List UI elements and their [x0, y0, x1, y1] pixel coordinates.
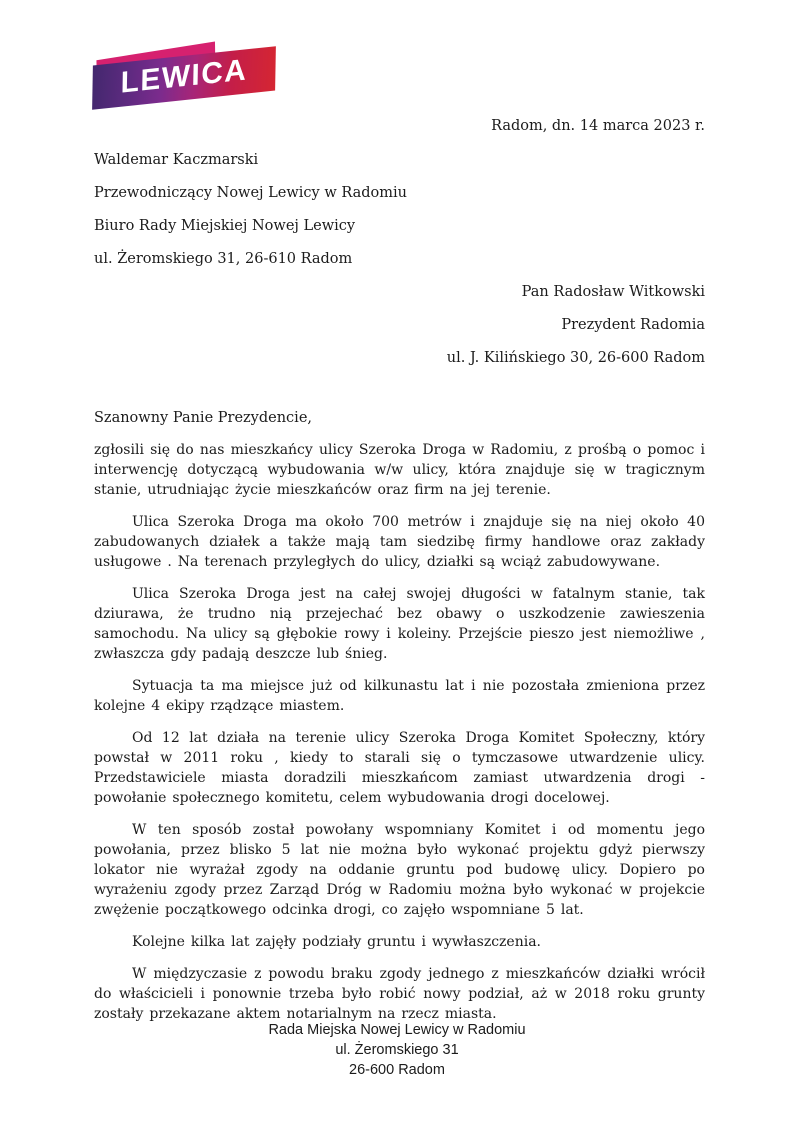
- footer-block: [0, 1020, 794, 1080]
- footer-city: 26-600 Radom: [349, 1062, 445, 1078]
- paragraph-5: Od 12 lat działa na terenie ulicy Szeroka Droga Komitet Społeczny, który powstał w 2011 roku , kiedy to starali się o tymczasowe utwardzenie ulicy. Przedstawiciele miasta doradzili mieszkańcom zamiast utwardzenia drogi - powołanie społecznego komitetu, celem wybudowania drogi docelowej.: [94, 730, 705, 806]
- paragraph-2: Ulica Szeroka Droga ma około 700 metrów i znajduje się na niej około 40 zabudowanych działek a także mają tam siedzibę firmy handlowe oraz zakłady usługowe . Na terenach przyległych do ulicy, działki są wciąż zabudowywane.: [94, 514, 705, 570]
- paragraph-6: W ten sposób został powołany wspomniany Komitet i od momentu jego powołania, przez blisko 5 lat nie można było wykonać projektu gdyż pierwszy lokator nie wyrażał zgody na oddanie gruntu pod budowę ulicy. Dopiero po wyrażeniu zgody przez Zarząd Dróg w Radomiu można było wykonać w projekcie zwężenie początkowego odcinka drogi, co zajęło wspomniane 5 lat.: [94, 822, 705, 918]
- sender-office: Biuro Rady Miejskiej Nowej Lewicy: [94, 218, 356, 234]
- sender-block: [94, 150, 705, 269]
- recipient-address: ul. J. Kilińskiego 30, 26-600 Radom: [446, 350, 705, 366]
- recipient-title: Prezydent Radomia: [561, 317, 705, 333]
- paragraph-4: Sytuacja ta ma miejsce już od kilkunastu lat i nie pozostała zmieniona przez kolejne 4 ekipy rządzące miastem.: [94, 678, 705, 714]
- paragraph-7: Kolejne kilka lat zajęły podziały gruntu i wywłaszczenia.: [132, 934, 542, 950]
- lewica-logo: [88, 34, 288, 110]
- footer-org: Rada Miejska Nowej Lewicy w Radomiu: [268, 1022, 526, 1038]
- recipient-block: [94, 282, 705, 368]
- letter-body: [94, 440, 705, 1024]
- footer-street: ul. Żeromskiego 31: [335, 1042, 459, 1058]
- salutation: Szanowny Panie Prezydencie,: [94, 410, 313, 426]
- logo-wordmark: LEWICA: [120, 53, 248, 100]
- sender-name: Waldemar Kaczmarski: [94, 152, 259, 168]
- paragraph-8: W międzyczasie z powodu braku zgody jednego z mieszkańców działki wrócił do właścicieli i ponownie trzeba było robić nowy podział, aż w 2018 roku grunty zostały przekazane aktem notarialnym na rzecz miasta.: [94, 966, 705, 1022]
- recipient-name: Pan Radosław Witkowski: [521, 284, 705, 300]
- paragraph-3: Ulica Szeroka Droga jest na całej swojej długości w fatalnym stanie, tak dziurawa, że trudno nią przejechać bez obawy o uszkodzenie zawieszenia samochodu. Na ulicy są głębokie rowy i koleiny. Przejście pieszo jest niemożliwe , zwłaszcza gdy padają deszcze lub śnieg.: [94, 586, 705, 662]
- paragraph-1: zgłosili się do nas mieszkańcy ulicy Szeroka Droga w Radomiu, z prośbą o pomoc i interwencję dotyczącą wybudowania w/w ulicy, która znajduje się w tragicznym stanie, utrudniając życie mieszkańców oraz firm na jej terenie.: [94, 442, 705, 498]
- date-line: Radom, dn. 14 marca 2023 r.: [491, 118, 705, 134]
- sender-address: ul. Żeromskiego 31, 26-610 Radom: [94, 251, 353, 267]
- sender-title: Przewodniczący Nowej Lewicy w Radomiu: [94, 185, 407, 201]
